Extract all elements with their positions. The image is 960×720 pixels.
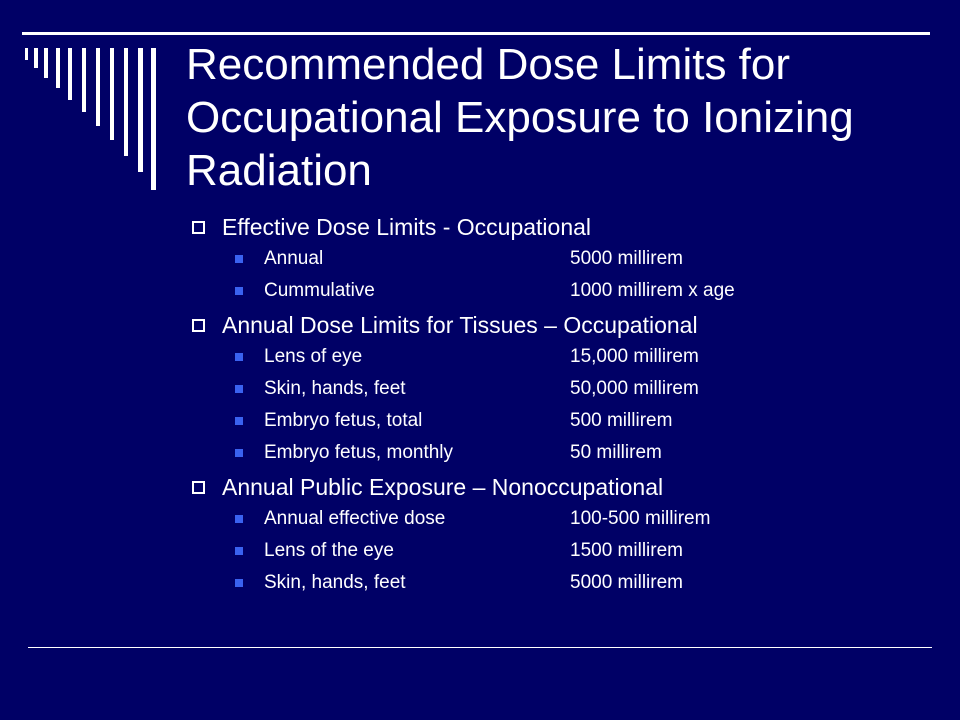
square-bullet-icon — [235, 515, 243, 523]
section-heading — [190, 310, 930, 344]
item-value: 50,000 millirem — [570, 378, 699, 399]
item-value: 100-500 millirem — [570, 508, 711, 529]
square-bullet-icon — [235, 385, 243, 393]
section-heading-text: Effective Dose Limits - Occupational — [222, 214, 592, 240]
item-value: 50 millirem — [570, 442, 662, 463]
item-label: Skin, hands, feet — [264, 572, 406, 593]
slide-content — [190, 212, 930, 602]
hollow-square-bullet-icon — [192, 319, 205, 332]
item-label: Skin, hands, feet — [264, 378, 406, 399]
item-label: Lens of eye — [264, 346, 363, 367]
item-value: 1500 millirem — [570, 540, 683, 561]
bar — [82, 48, 86, 112]
item-label: Annual effective dose — [264, 508, 446, 529]
item-value: 5000 millirem — [570, 572, 683, 593]
hollow-square-bullet-icon — [192, 481, 205, 494]
item-value: 1000 millirem x age — [570, 280, 735, 301]
item-label: Embryo fetus, monthly — [264, 442, 454, 463]
hollow-square-bullet-icon — [192, 221, 205, 234]
bar — [138, 48, 143, 172]
bar — [25, 48, 28, 60]
bar — [44, 48, 48, 78]
square-bullet-icon — [235, 579, 243, 587]
list-item — [190, 376, 930, 408]
item-value: 5000 millirem — [570, 248, 683, 269]
list-item — [190, 538, 930, 570]
square-bullet-icon — [235, 449, 243, 457]
slide-title: Recommended Dose Limits for Occupational Exposure to Ionizing Radiation — [186, 40, 854, 195]
section-heading-text: Annual Dose Limits for Tissues – Occupational — [222, 312, 698, 338]
section-heading-text: Annual Public Exposure – Nonoccupational — [222, 474, 664, 500]
bar — [96, 48, 100, 126]
section-tissue-limits — [190, 310, 930, 472]
square-bullet-icon — [235, 417, 243, 425]
bar — [124, 48, 128, 156]
section-heading — [190, 212, 930, 246]
list-item — [190, 278, 930, 310]
top-rule — [22, 32, 930, 35]
item-value: 500 millirem — [570, 410, 673, 431]
list-item — [190, 440, 930, 472]
list-item — [190, 344, 930, 376]
item-label: Lens of the eye — [264, 540, 394, 561]
list-item — [190, 246, 930, 278]
bar — [56, 48, 60, 88]
item-label: Annual — [264, 248, 324, 269]
list-item — [190, 570, 930, 602]
bar — [110, 48, 114, 140]
section-heading — [190, 472, 930, 506]
square-bullet-icon — [235, 287, 243, 295]
list-item — [190, 506, 930, 538]
bar — [68, 48, 72, 100]
section-effective-dose — [190, 212, 930, 310]
section-public-exposure — [190, 472, 930, 602]
square-bullet-icon — [235, 547, 243, 555]
item-label: Embryo fetus, total — [264, 410, 423, 431]
bottom-rule — [28, 647, 932, 648]
square-bullet-icon — [235, 255, 243, 263]
item-value: 15,000 millirem — [570, 346, 699, 367]
square-bullet-icon — [235, 353, 243, 361]
bar — [151, 48, 156, 190]
list-item — [190, 408, 930, 440]
item-label: Cummulative — [264, 280, 375, 301]
bar — [34, 48, 38, 68]
